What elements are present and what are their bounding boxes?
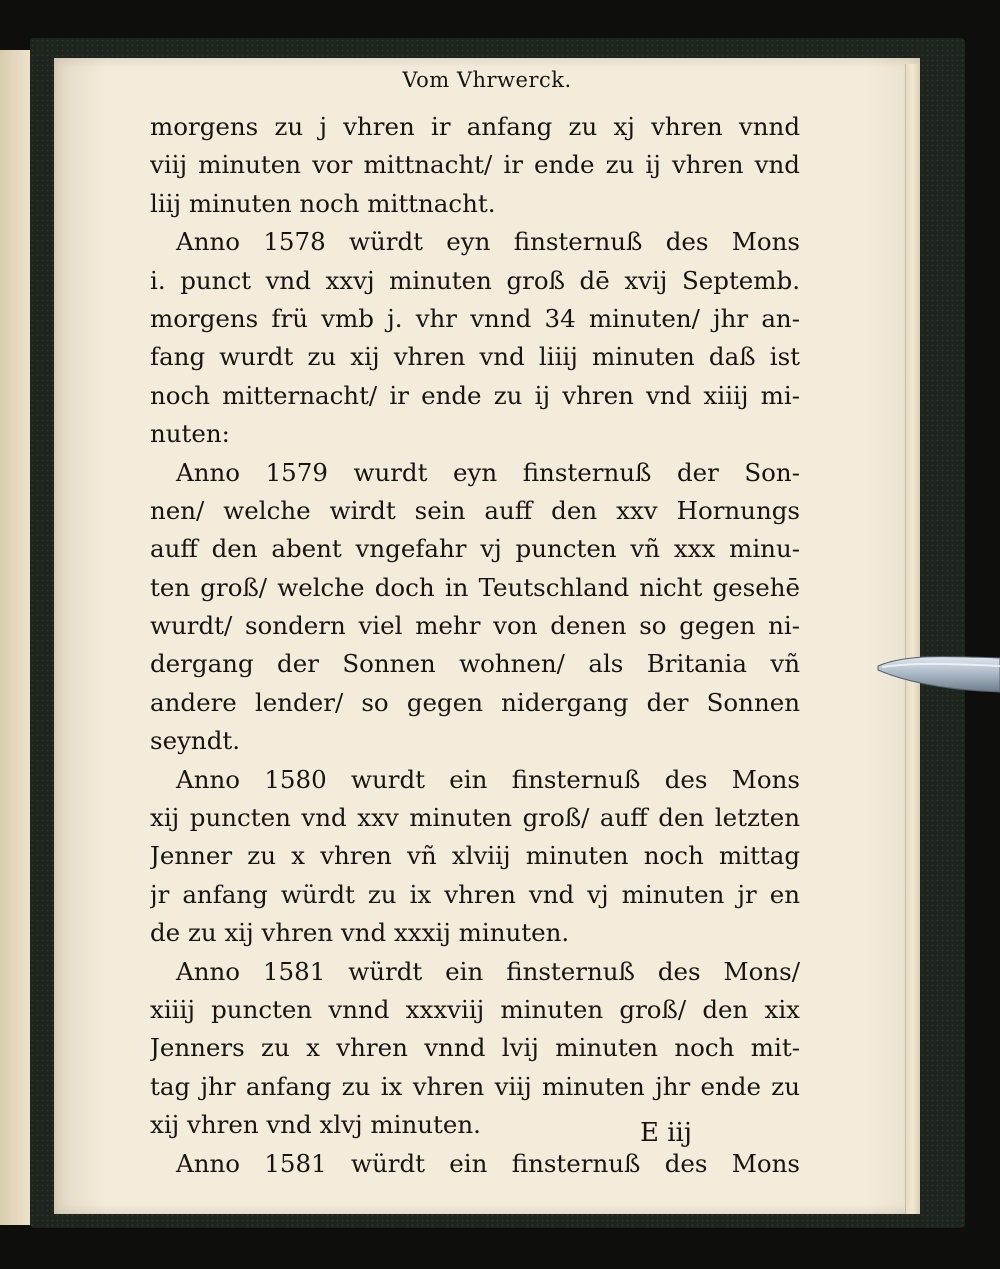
text-block [150, 108, 800, 1183]
text-line: Anno 1579 wurdt eyn finsternuß der Son- [176, 457, 800, 487]
text-line: morgens frü vmb j. vhr vnnd 34 minuten/ jhr an- [150, 303, 800, 333]
text-line: tag jhr anfang zu ix vhren viij minuten jhr ende zu [150, 1071, 800, 1101]
text-line: seyndt. [150, 726, 241, 756]
page-fore-edge [905, 64, 920, 1214]
text-line: xij puncten vnd xxv minuten groß/ auff den letzten [150, 803, 800, 833]
text-line: fang wurdt zu xij vhren vnd liiij minuten daß ist [150, 342, 800, 372]
text-line: dergang der Sonnen wohnen/ als Britania vñ [150, 649, 800, 679]
text-line: Anno 1580 wurdt ein finsternuß des Mons [176, 764, 800, 794]
text-line: nuten: [150, 419, 230, 449]
text-line: Anno 1581 würdt ein finsternuß des Mons/ [176, 956, 800, 986]
text-line: i. punct vnd xxvj minuten groß dē xvij Septemb. [150, 265, 800, 295]
text-line: morgens zu j vhren ir anfang zu xj vhren vnnd [150, 112, 800, 141]
text-line: Anno 1581 würdt ein finsternuß des Mons [176, 1148, 800, 1178]
text-line: Jenner zu x vhren vñ xlviij minuten noch mittag [150, 841, 800, 871]
text-line: wurdt/ sondern viel mehr von denen so gegen ni- [150, 611, 800, 641]
text-line: noch mitternacht/ ir ende zu ij vhren vnd xiiij mi- [150, 380, 800, 410]
text-line: andere lender/ so gegen nidergang der Sonnen [150, 687, 800, 717]
pointer-tip-icon [876, 652, 1000, 698]
running-head: Vom Vhrwerck. [402, 68, 572, 92]
text-line: xij vhren vnd xlvj minuten. [150, 1110, 481, 1140]
text-line: de zu xij vhren vnd xxxij minuten. [150, 918, 570, 948]
text-line: liij minuten noch mittnacht. [150, 188, 496, 218]
text-line: ten groß/ welche doch in Teutschland nicht gesehē [150, 572, 800, 602]
text-line: Anno 1578 würdt eyn finsternuß des Mons [176, 227, 800, 257]
signature-mark: E iij [640, 1118, 692, 1148]
text-line: xiiij puncten vnnd xxxviij minuten groß/ den xix [150, 994, 800, 1024]
text-line: auff den abent vngefahr vj puncten vñ xxx minu- [150, 534, 800, 564]
text-line: viij minuten vor mittnacht/ ir ende zu ij vhren vnd [150, 150, 800, 180]
text-line: Jenners zu x vhren vnnd lvij minuten noch mit- [150, 1033, 800, 1063]
text-line: nen/ welche wirdt sein auff den xxv Hornungs [150, 495, 800, 525]
text-line: jr anfang würdt zu ix vhren vnd vj minuten jr en [150, 879, 800, 909]
